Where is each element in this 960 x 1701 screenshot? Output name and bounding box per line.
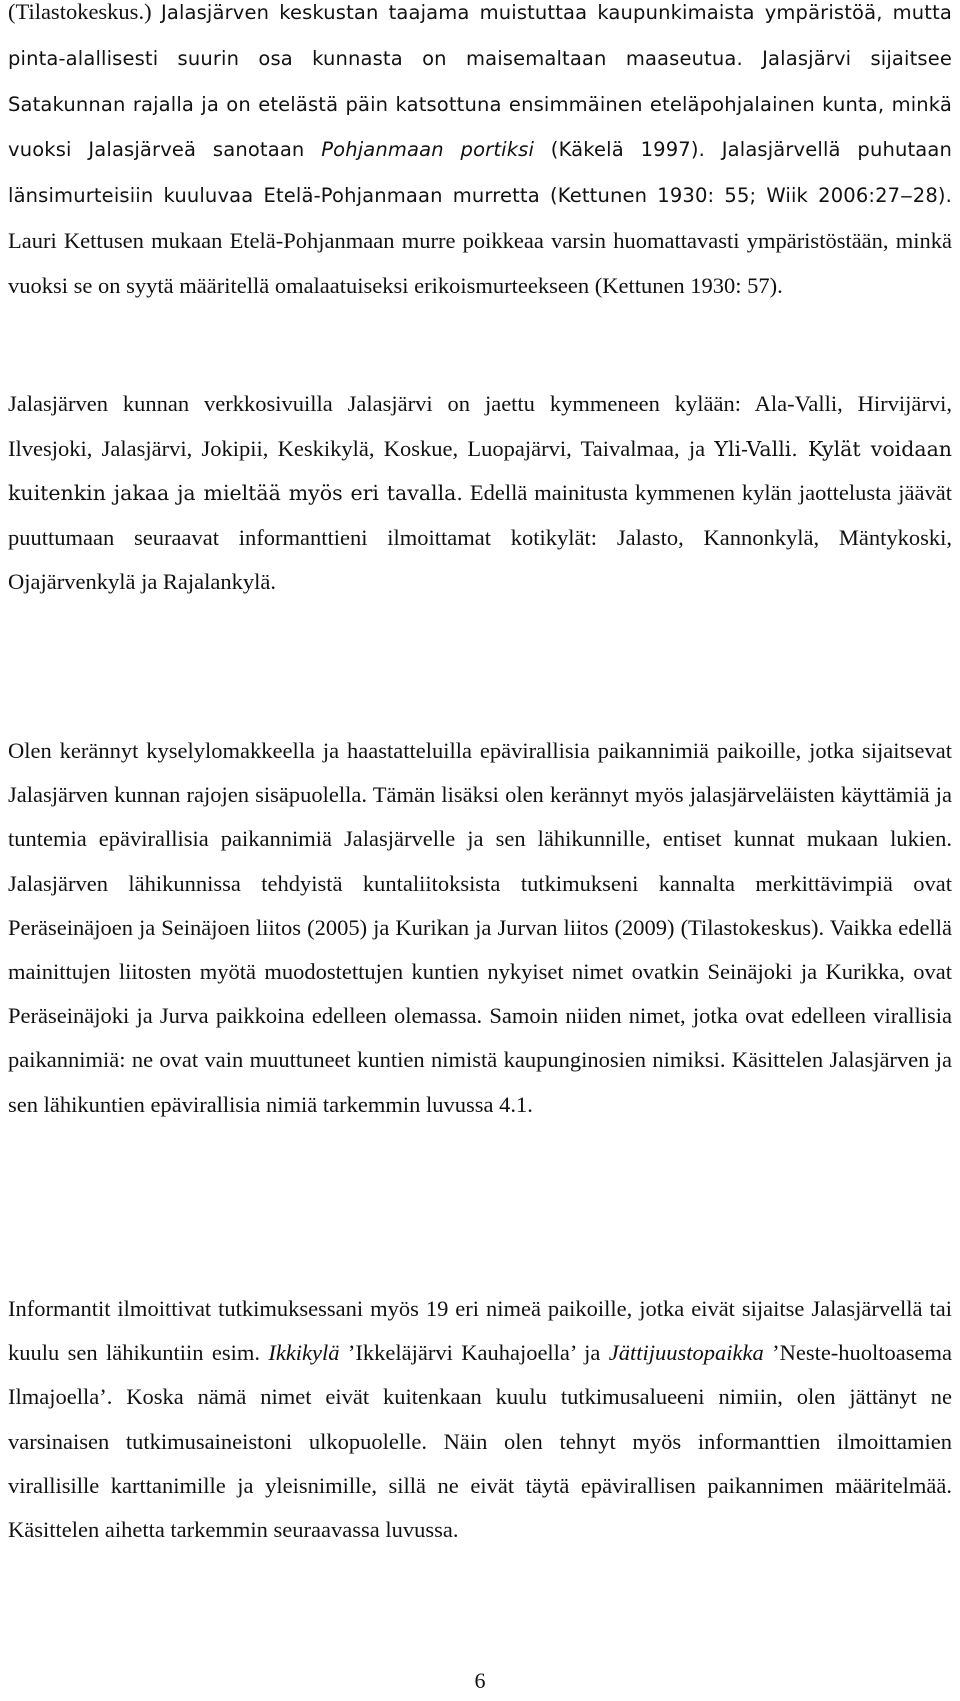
paragraph-2-segment: Yli-Valli. Kylät voidaan kuitenkin jakaa ja mieltää myös eri tavalla. <box>8 436 952 506</box>
paragraph-3 <box>8 729 952 1127</box>
paragraph-1-segment: (Tilastokeskus.) <box>8 0 161 24</box>
paragraph-4 <box>8 1287 952 1552</box>
paragraph-1-segment: Jalasjärvellä puhutaan länsimurteisiin kuuluvaa Etelä-Pohjanmaan murretta (Kettunen 1930: 55; Wiik 2006:27‒28). <box>8 138 952 208</box>
paragraph-1-segment: (Käkelä 1997). <box>534 138 722 162</box>
paragraph-4-segment: Informantit ilmoittivat tutkimuksessani myös 19 eri nimeä paikoille, jotka eivät sijaitse Jalasjärvellä tai kuulu sen lähikuntiin esim. <box>8 1296 952 1366</box>
paragraph-3-segment: Olen kerännyt kyselylomakkeella ja haastatteluilla epävirallisia paikannimiä paikoille, jotka sijaitsevat Jalasjärven kunnan rajojen sisäpuolella. Tämän lisäksi olen kerännyt myös jalasjärveläisten käyttämiä ja tuntemia epävirallisia paikannimiä Jalasjärvelle ja sen lähikunnille, entiset kunnat mukaan lukien. Jalasjärven lähikunnissa tehdyistä kuntaliitoksista tutkimukseni kannalta merkittävimpiä ovat Peräseinäjoen ja Seinäjoen liitos (2005) ja Kurikan ja Jurvan liitos (2009) (Tilastokeskus). Vaikka edellä mainittujen liitosten myötä muodostettujen kuntien nykyiset nimet ovatkin Seinäjoki ja Kurikka, ovat Peräseinäjoki ja Jurva paikkoina edelleen olemassa. Samoin niiden nimet, jotka ovat edelleen virallisia paikannimiä: ne ovat vain muuttuneet kuntien nimistä kaupunginosien nimiksi. Käsittelen Jalasjärven ja sen lähikuntien epävirallisia nimiä tarkemmin luvussa 4.1. <box>8 738 952 1117</box>
paragraph-2-segment: Jalasjärven kunnan verkkosivuilla Jalasjärvi on jaettu kymmeneen kylään: Ala-Valli, Hirvijärvi, Ilvesjoki, Jalasjärvi, Jokipii, Keskikylä, Koskue, Luopajärvi, Taivalmaa, ja <box>8 391 952 461</box>
paragraph-1-segment: Jalasjärven keskustan taajama muistuttaa kaupunkimaista ympäristöä, mutta pinta-alallisesti suurin osa kunnasta on maisemaltaan maaseutua. Jalasjärvi sijaitsee Satakunnan rajalla ja on etelästä päin katsottuna ensimmäinen eteläpohjalainen kunta, minkä vuoksi Jalasjärveä sanotaan <box>8 1 953 162</box>
paragraph-4-italic-term: Jättijuustopaikka <box>608 1340 764 1366</box>
paragraph-4-italic-term: Ikkikylä <box>268 1340 340 1366</box>
paragraph-2 <box>8 382 952 605</box>
paragraph-1-segment: Lauri Kettusen mukaan Etelä-Pohjanmaan murre poikkeaa varsin huomattavasti ympäristöstään, minkä vuoksi se on syytä määritellä omalaatuiseksi erikoismurteekseen (Kettunen 1930: 57). <box>8 227 952 298</box>
paragraph-1-italic-term: Pohjanmaan portiksi <box>321 138 535 162</box>
paragraph-4-segment: ’Neste-huoltoasema Ilmajoella’. Koska nämä nimet eivät kuitenkaan kuulu tutkimusalueeni nimiin, olen jättänyt ne varsinaisen tutkimusaineistoni ulkopuolelle. Näin olen tehnyt myös informanttien ilmoittamien virallisille karttanimille ja yleisnimille, sillä ne eivät täytä epävirallisen paikannimen määritelmää. Käsittelen aihetta tarkemmin seuraavassa luvussa. <box>8 1340 953 1543</box>
paragraph-4-segment: ’Ikkeläjärvi Kauhajoella’ ja <box>339 1340 609 1366</box>
page-number: 6 <box>474 1668 486 1693</box>
paragraph-2-segment: Edellä mainitusta kymmenen kylän jaottelusta jäävät puuttumaan seuraavat informanttieni ilmoittamat kotikylät: Jalasto, Kannonkylä, Mäntykoski, Ojajärvenkylä ja Rajalankylä. <box>8 480 953 595</box>
paragraph-1 <box>8 0 952 309</box>
